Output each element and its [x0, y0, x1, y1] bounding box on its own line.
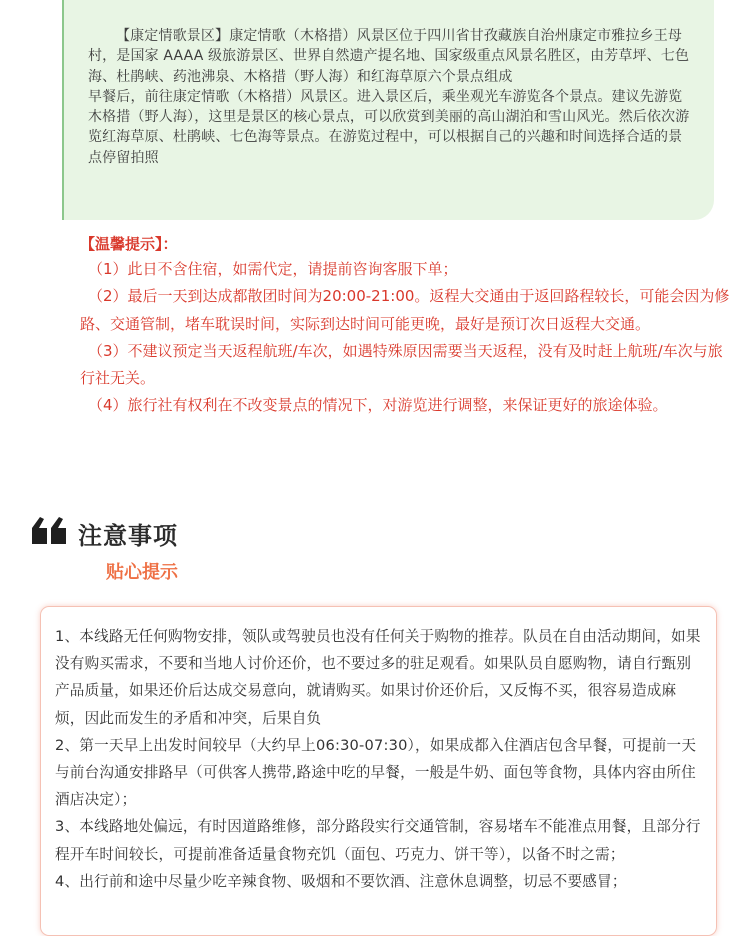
- warm-tip-item: （1）此日不含住宿，如需代定，请提前咨询客服下单；: [88, 260, 458, 278]
- friendly-reminder-box: [40, 606, 717, 936]
- reminder-item: 3、本线路地处偏远，有时因道路维修，部分路段实行交通管制，容易堵车不能准点用餐，且部分行程开车时间较长，可提前准备适量食物充饥（面包、巧克力、饼干等），以备不时之需；: [55, 818, 701, 863]
- notice-subtitle: 贴心提示: [106, 562, 178, 583]
- scenic-description-panel: [62, 0, 714, 220]
- reminder-item: 2、第一天早上出发时间较早（大约早上06:30-07:30），如果成都入住酒店包含早餐，可提前一天与前台沟通安排路早（可供客人携带,路途中吃的早餐，一般是牛奶、面包等食物，具体内容由所住酒店决定）；: [55, 736, 697, 809]
- warm-tip-item: （2）最后一天到达成都散团时间为20:00-21:00。返程大交通由于返回路程较长，可能会因为修路、交通管制，堵车耽误时间，实际到达时间可能更晚，最好是预订次日返程大交通。: [80, 287, 730, 333]
- warm-tip-item: （4）旅行社有权利在不改变景点的情况下，对游览进行调整，来保证更好的旅途体验。: [88, 396, 668, 415]
- quote-icon: [30, 512, 70, 546]
- warm-tip-item: （3）不建议预定当天返程航班/车次，如遇特殊原因需要当天返程，没有及时赶上航班/车次与旅行社无关。: [80, 341, 723, 388]
- reminder-item: 1、本线路无任何购物安排，领队或驾驶员也没有任何关于购物的推荐。队员在自由活动期间，如果没有购买需求，不要和当地人讨价还价，也不要过多的驻足观看。如果队员自愿购物，请自行甄别产品质量，如果还价后达成交易意向，就请购买。如果讨价还价后，又反悔不买，很容易造成麻烦，因此而发生的矛盾和冲突，后果自负: [55, 628, 701, 727]
- reminder-item: 4、出行前和途中尽量少吃辛辣食物、吸烟和不要饮酒、注意休息调整，切忌不要感冒；: [55, 872, 627, 890]
- notice-title: 注意事项: [78, 522, 178, 550]
- warm-tips-title: 【温馨提示】：: [80, 235, 178, 253]
- scenic-intro-text: 【康定情歌景区】康定情歌（木格措）风景区位于四川省甘孜藏族自治州康定市雅拉乡王母村，是国家 AAAA 级旅游景区、世界自然遗产提名地、国家级重点风景名胜区，由芳草坪、七色海、杜鹃峡、药池沸泉、木格措（野人海）和红海草原六个景点组成: [88, 28, 690, 85]
- scenic-route-text: 早餐后，前往康定情歌（木格措）风景区。进入景区后，乘坐观光车游览各个景点。建议先游览木格措（野人海），这里是景区的核心景点，可以欣赏到美丽的高山湖泊和雪山风光。然后依次游览红海草原、杜鹃峡、七色海等景点。在游览过程中，可以根据自己的兴趣和时间选择合适的景点停留拍照: [88, 88, 690, 166]
- warm-tips-section: [80, 232, 730, 420]
